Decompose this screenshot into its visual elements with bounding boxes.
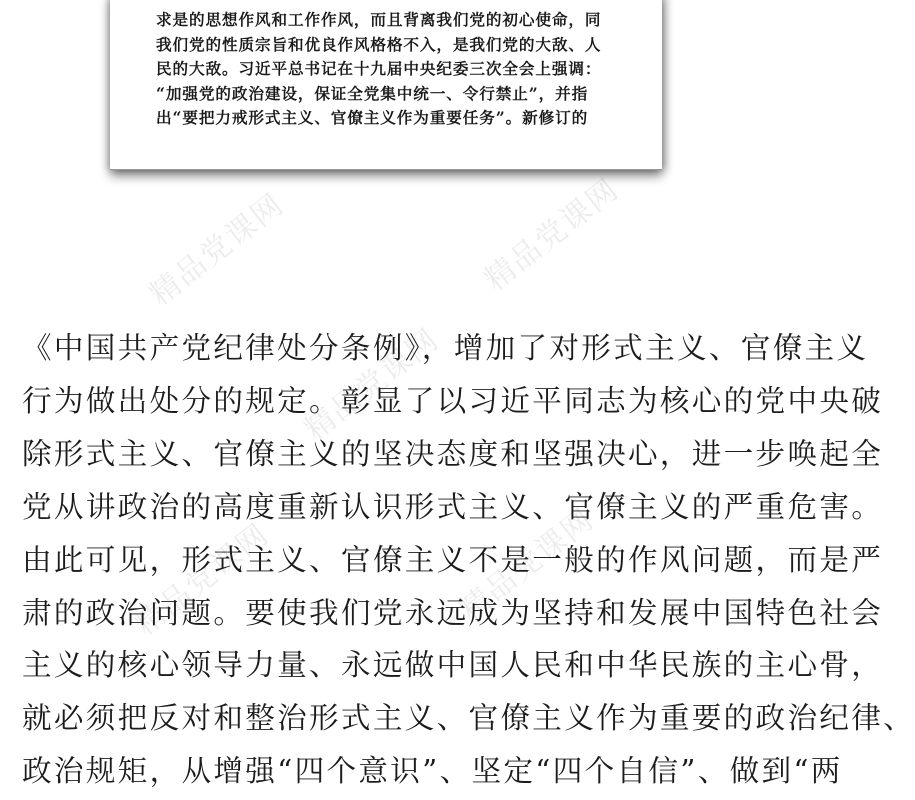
body-line: 就必须把反对和整治形式主义、官僚主义作为重要的政治纪律、 <box>22 701 915 736</box>
watermark: 精品党课网 <box>453 501 601 628</box>
excerpt-line: 民的大敌。习近平总书记在十九届中央纪委三次全会上强调： <box>156 59 602 78</box>
excerpt-line: 出“要把力戒形式主义、官僚主义作为重要任务”。新修订的 <box>156 108 589 127</box>
watermark: 精品党课网 <box>128 516 276 643</box>
body-line: 《中国共产党纪律处分条例》，增加了对形式主义、官僚主义 <box>22 331 869 365</box>
watermark: 精品党课网 <box>298 321 446 448</box>
watermark: 精品党课网 <box>143 186 291 313</box>
body-line: 行为做出处分的规定。彰显了以习近平同志为核心的党中央破 <box>22 383 884 418</box>
body-line: 政治规矩，从增强“四个意识”、坚定“四个自信”、做到“两 <box>22 754 843 789</box>
excerpt-line: 求是的思想作风和工作作风，而且背离我们党的初心使命，同 <box>156 10 602 29</box>
body-line: 党从讲政治的高度重新认识形式主义、官僚主义的严重危害。 <box>22 489 884 524</box>
watermark: 精品党课网 <box>478 171 626 298</box>
quoted-excerpt-card <box>110 0 662 170</box>
excerpt-line: “加强党的政治建设，保证全党集中统一、令行禁止”，并指 <box>156 83 589 103</box>
body-line: 肃的政治问题。要使我们党永远成为坚持和发展中国特色社会 <box>22 595 884 630</box>
body-line: 由此可见，形式主义、官僚主义不是一般的作风问题，而是严 <box>22 542 884 577</box>
excerpt-line: 我们党的性质宗旨和优良作风格格不入，是我们党的大敌、人 <box>156 34 602 54</box>
body-line: 除形式主义、官僚主义的坚决态度和坚强决心，进一步唤起全 <box>22 436 884 471</box>
body-paragraph <box>22 322 915 798</box>
body-line: 主义的核心领导力量、永远做中国人民和中华民族的主心骨， <box>22 648 884 683</box>
